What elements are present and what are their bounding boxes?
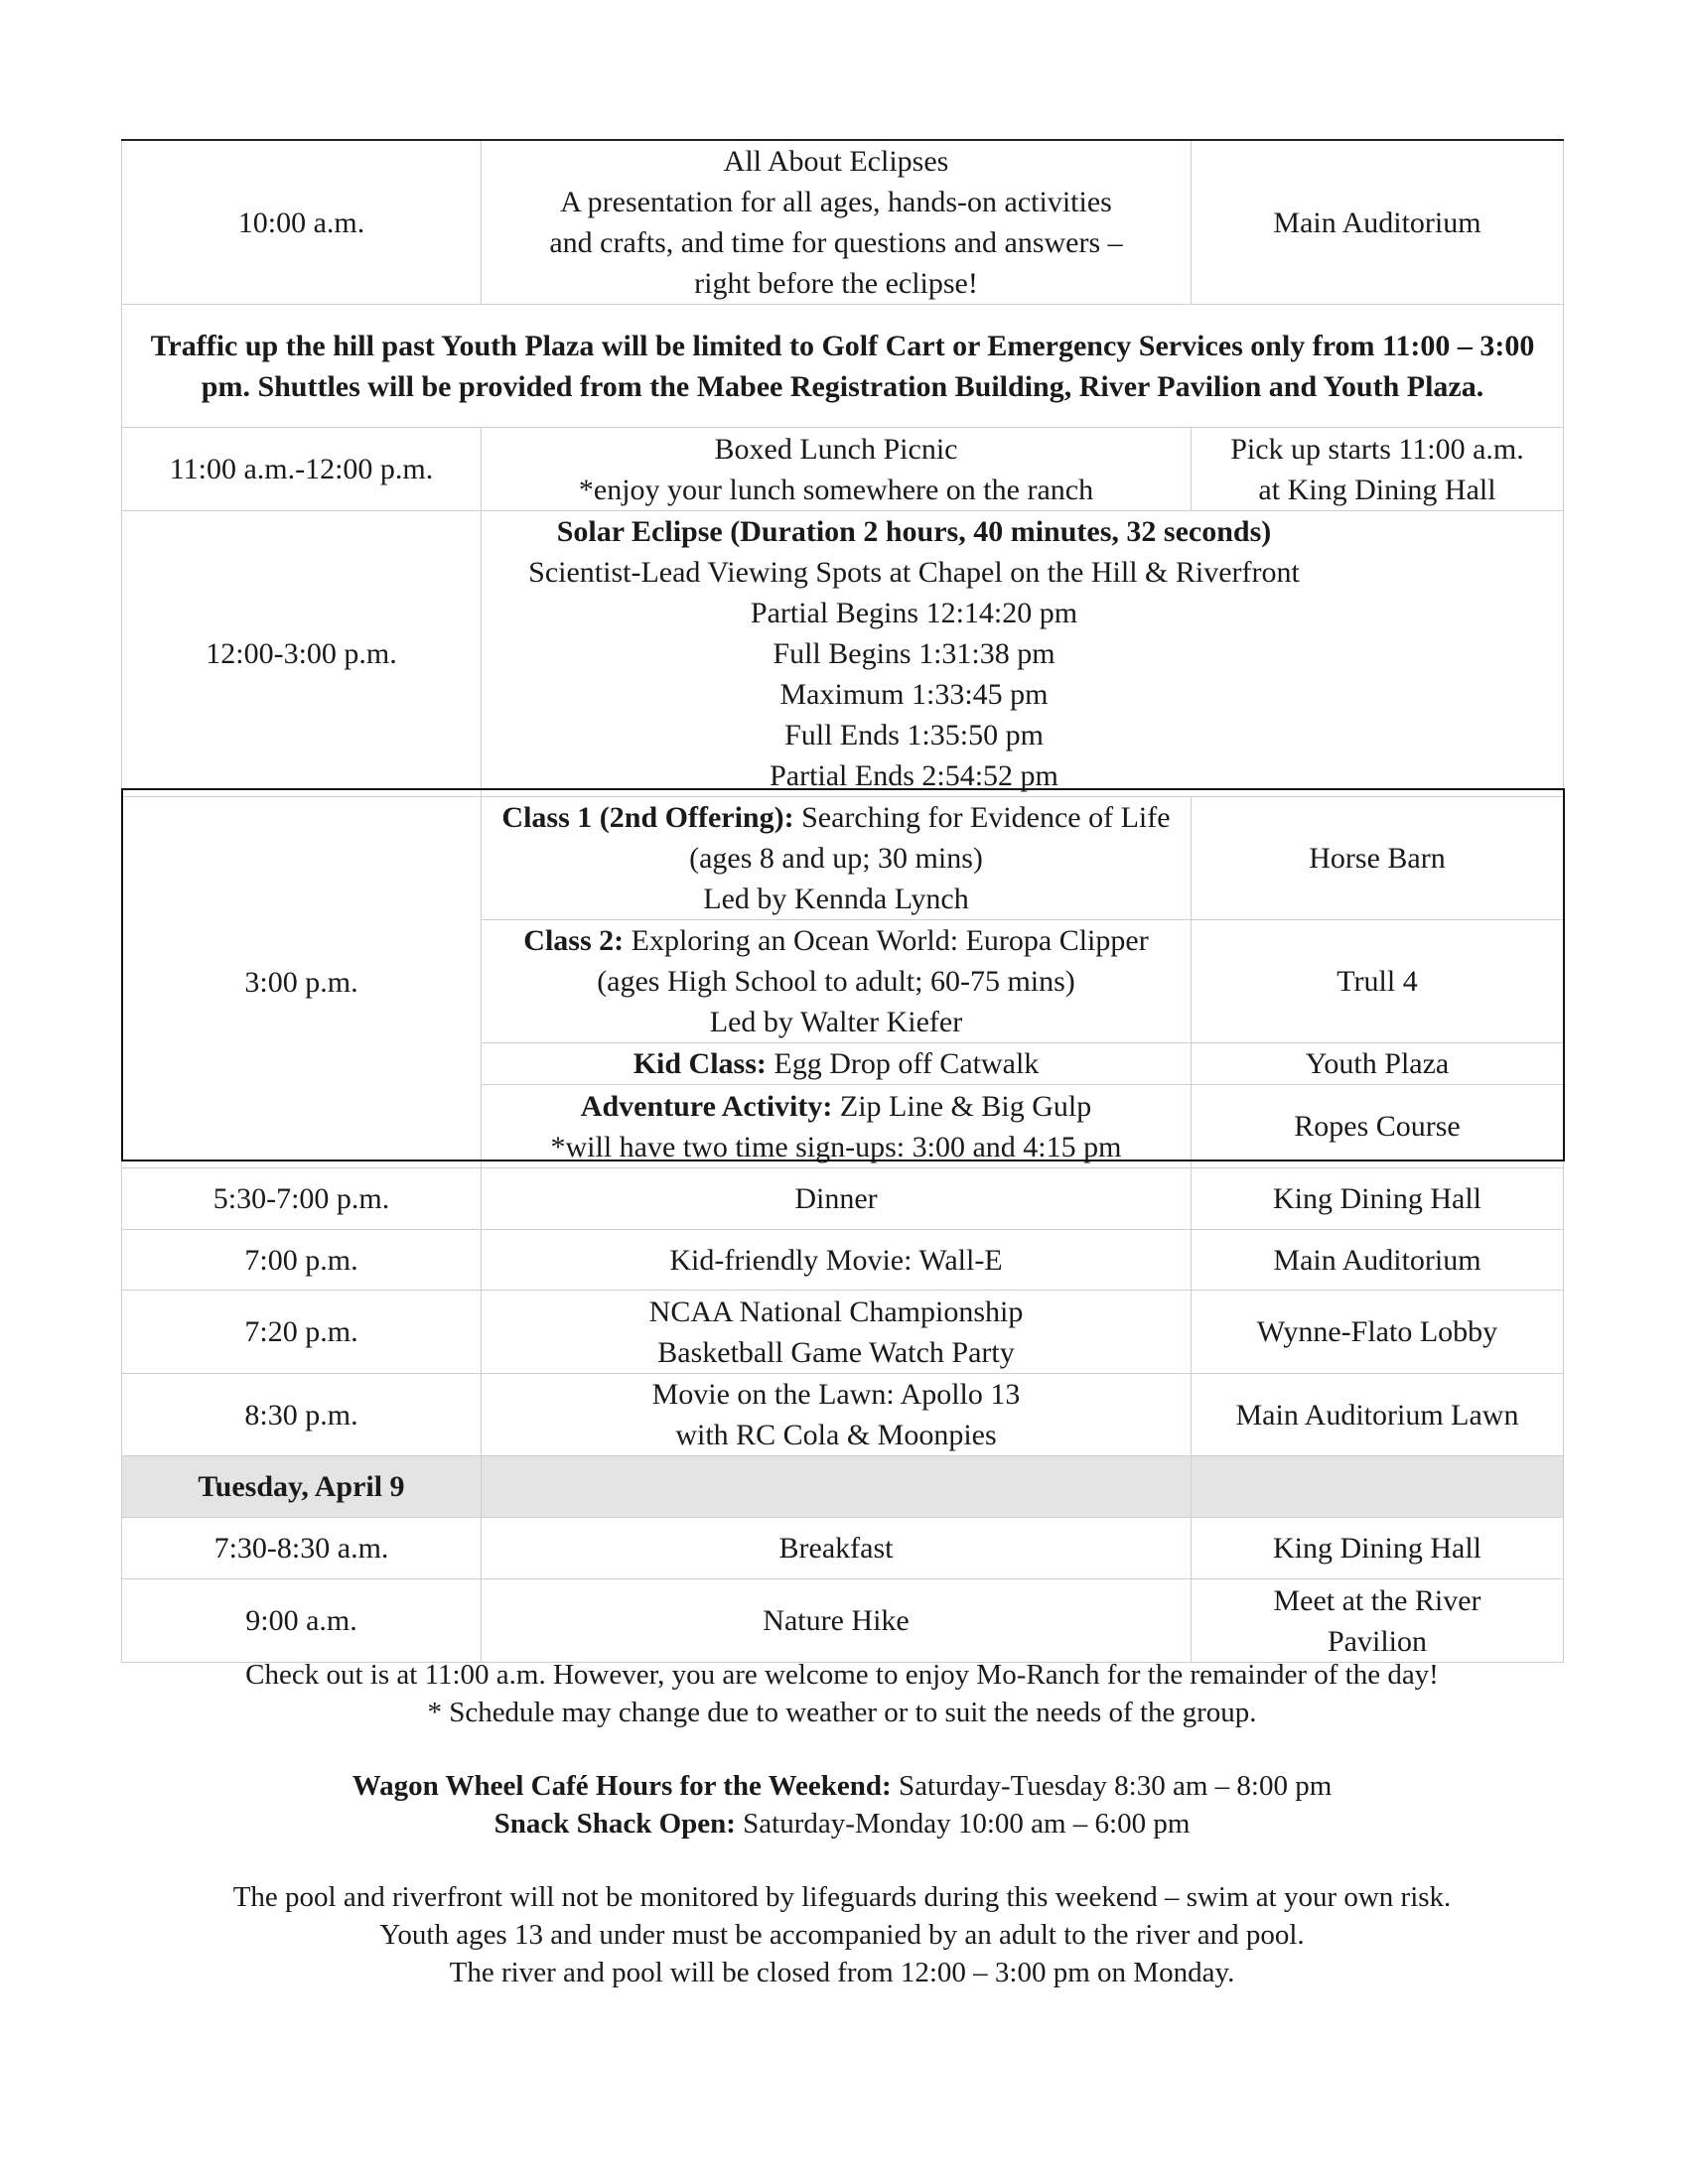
table-row xyxy=(122,1291,1564,1374)
location-cell: Main Auditorium Lawn xyxy=(1192,1374,1564,1456)
eclipse-time: Full Begins 1:31:38 pm xyxy=(773,637,1055,670)
event-title: Boxed Lunch Picnic xyxy=(714,432,958,466)
empty-cell xyxy=(1192,1456,1564,1518)
location-cell xyxy=(1192,1579,1564,1663)
event-cell: Kid-friendly Movie: Wall-E xyxy=(482,1230,1192,1291)
eclipse-time: Partial Begins 12:14:20 pm xyxy=(750,597,1078,629)
table-row xyxy=(122,797,1564,920)
time-cell: 7:30-8:30 a.m. xyxy=(122,1518,482,1579)
eclipse-time: Maximum 1:33:45 pm xyxy=(779,678,1049,711)
location-cell: King Dining Hall xyxy=(1192,1518,1564,1579)
cafe-time: Saturday-Tuesday 8:30 am – 8:00 pm xyxy=(891,1770,1333,1802)
cafe-label: Wagon Wheel Café Hours for the Weekend: xyxy=(352,1770,892,1802)
event-desc-line: A presentation for all ages, hands-on activities xyxy=(560,186,1112,218)
event-cell xyxy=(482,428,1192,511)
cafe-hours xyxy=(121,1767,1563,1805)
class-desc: Searching for Evidence of Life (ages 8 and up; 30 mins) xyxy=(689,801,1171,875)
location-cell: Horse Barn xyxy=(1192,797,1564,920)
event-cell xyxy=(482,140,1192,305)
empty-cell xyxy=(482,1456,1192,1518)
time-cell: 8:30 p.m. xyxy=(122,1374,482,1456)
class-cell xyxy=(482,1085,1192,1168)
time-cell: 5:30-7:00 p.m. xyxy=(122,1168,482,1230)
class-leader: Led by Kennda Lynch xyxy=(703,883,969,915)
eclipse-cell xyxy=(482,511,1564,797)
time-cell: 7:00 p.m. xyxy=(122,1230,482,1291)
location-line: at King Dining Hall xyxy=(1258,473,1496,506)
pool-notice: Youth ages 13 and under must be accompanied by an adult to the river and pool. xyxy=(379,1919,1305,1951)
class-leader: Led by Walter Kiefer xyxy=(709,1006,963,1038)
location-cell: King Dining Hall xyxy=(1192,1168,1564,1230)
class-cell xyxy=(482,920,1192,1043)
location-cell: Trull 4 xyxy=(1192,920,1564,1043)
location-cell: Ropes Course xyxy=(1192,1085,1564,1168)
event-line: NCAA National Championship xyxy=(648,1295,1024,1328)
class-note: *will have two time sign-ups: 3:00 and 4:15 pm xyxy=(550,1130,1122,1163)
class-cell xyxy=(482,1043,1192,1085)
footer xyxy=(121,1656,1563,1991)
event-cell: Dinner xyxy=(482,1168,1192,1230)
event-cell: Nature Hike xyxy=(482,1579,1192,1663)
class-desc: Egg Drop off Catwalk xyxy=(766,1047,1040,1080)
event-line: with RC Cola & Moonpies xyxy=(675,1419,997,1451)
day-header: Tuesday, April 9 xyxy=(122,1456,482,1518)
event-line: Basketball Game Watch Party xyxy=(657,1335,1015,1369)
table-row xyxy=(122,428,1564,511)
event-desc-line: *enjoy your lunch somewhere on the ranch xyxy=(578,473,1094,506)
eclipse-time: Full Ends 1:35:50 pm xyxy=(784,719,1044,751)
snack-time: Saturday-Monday 10:00 am – 6:00 pm xyxy=(735,1808,1191,1840)
time-cell: 12:00-3:00 p.m. xyxy=(122,511,482,797)
table-row xyxy=(122,1518,1564,1579)
class-title: Class 1 (2nd Offering): xyxy=(501,801,794,834)
class-cell xyxy=(482,797,1192,920)
table-row xyxy=(122,1168,1564,1230)
checkout-note: Check out is at 11:00 a.m. However, you are welcome to enjoy Mo-Ranch for the remainder of the day! xyxy=(245,1659,1439,1691)
schedule-table xyxy=(121,139,1564,1663)
event-cell xyxy=(482,1291,1192,1374)
event-cell: Breakfast xyxy=(482,1518,1192,1579)
table-row xyxy=(122,305,1564,428)
location-cell xyxy=(1192,428,1564,511)
event-desc-line: right before the eclipse! xyxy=(694,267,978,300)
eclipse-time: Partial Ends 2:54:52 pm xyxy=(770,759,1058,792)
event-cell xyxy=(482,1374,1192,1456)
schedule-disclaimer: * Schedule may change due to weather or to suit the needs of the group. xyxy=(427,1697,1257,1728)
time-cell: 11:00 a.m.-12:00 p.m. xyxy=(122,428,482,511)
snack-hours xyxy=(121,1805,1563,1843)
event-title: Solar Eclipse (Duration 2 hours, 40 minutes, 32 seconds) xyxy=(556,515,1272,548)
location-cell: Main Auditorium xyxy=(1192,140,1564,305)
location-cell: Wynne-Flato Lobby xyxy=(1192,1291,1564,1374)
table-row xyxy=(122,140,1564,305)
location-cell: Youth Plaza xyxy=(1192,1043,1564,1085)
time-cell: 10:00 a.m. xyxy=(122,140,482,305)
time-cell: 9:00 a.m. xyxy=(122,1579,482,1663)
location-cell: Main Auditorium xyxy=(1192,1230,1564,1291)
class-desc: Zip Line & Big Gulp xyxy=(832,1089,1092,1123)
time-cell: 7:20 p.m. xyxy=(122,1291,482,1374)
pool-notice: The pool and riverfront will not be monitored by lifeguards during this weekend – swim at your own risk. xyxy=(232,1881,1452,1913)
traffic-notice: Traffic up the hill past Youth Plaza will be limited to Golf Cart or Emergency Services only from 11:00 – 3:00 pm. Shuttles will be provided from the Mabee Registration Building, River Pavilion and Youth Plaza. xyxy=(122,305,1564,428)
class-desc: Exploring an Ocean World: Europa Clipper (ages High School to adult; 60-75 mins) xyxy=(597,924,1149,998)
table-row xyxy=(122,1230,1564,1291)
day-header-row xyxy=(122,1456,1564,1518)
schedule-page xyxy=(121,139,1563,1663)
table-row xyxy=(122,1374,1564,1456)
table-row xyxy=(122,1579,1564,1663)
event-desc-line: and crafts, and time for questions and answers – xyxy=(549,226,1123,259)
location-line: Pavilion xyxy=(1327,1624,1427,1658)
event-title: All About Eclipses xyxy=(723,145,949,178)
class-title: Class 2: xyxy=(523,924,625,957)
event-line: Movie on the Lawn: Apollo 13 xyxy=(651,1378,1021,1411)
location-line: Meet at the River xyxy=(1273,1583,1481,1617)
class-title: Adventure Activity: xyxy=(580,1089,833,1123)
viewing-spots: Scientist-Lead Viewing Spots at Chapel on the Hill & Riverfront xyxy=(528,556,1300,589)
snack-label: Snack Shack Open: xyxy=(493,1808,736,1840)
pool-notice: The river and pool will be closed from 12:00 – 3:00 pm on Monday. xyxy=(449,1957,1235,1988)
location-line: Pick up starts 11:00 a.m. xyxy=(1230,432,1524,466)
time-cell: 3:00 p.m. xyxy=(122,797,482,1168)
table-row xyxy=(122,511,1564,797)
class-title: Kid Class: xyxy=(633,1047,767,1080)
